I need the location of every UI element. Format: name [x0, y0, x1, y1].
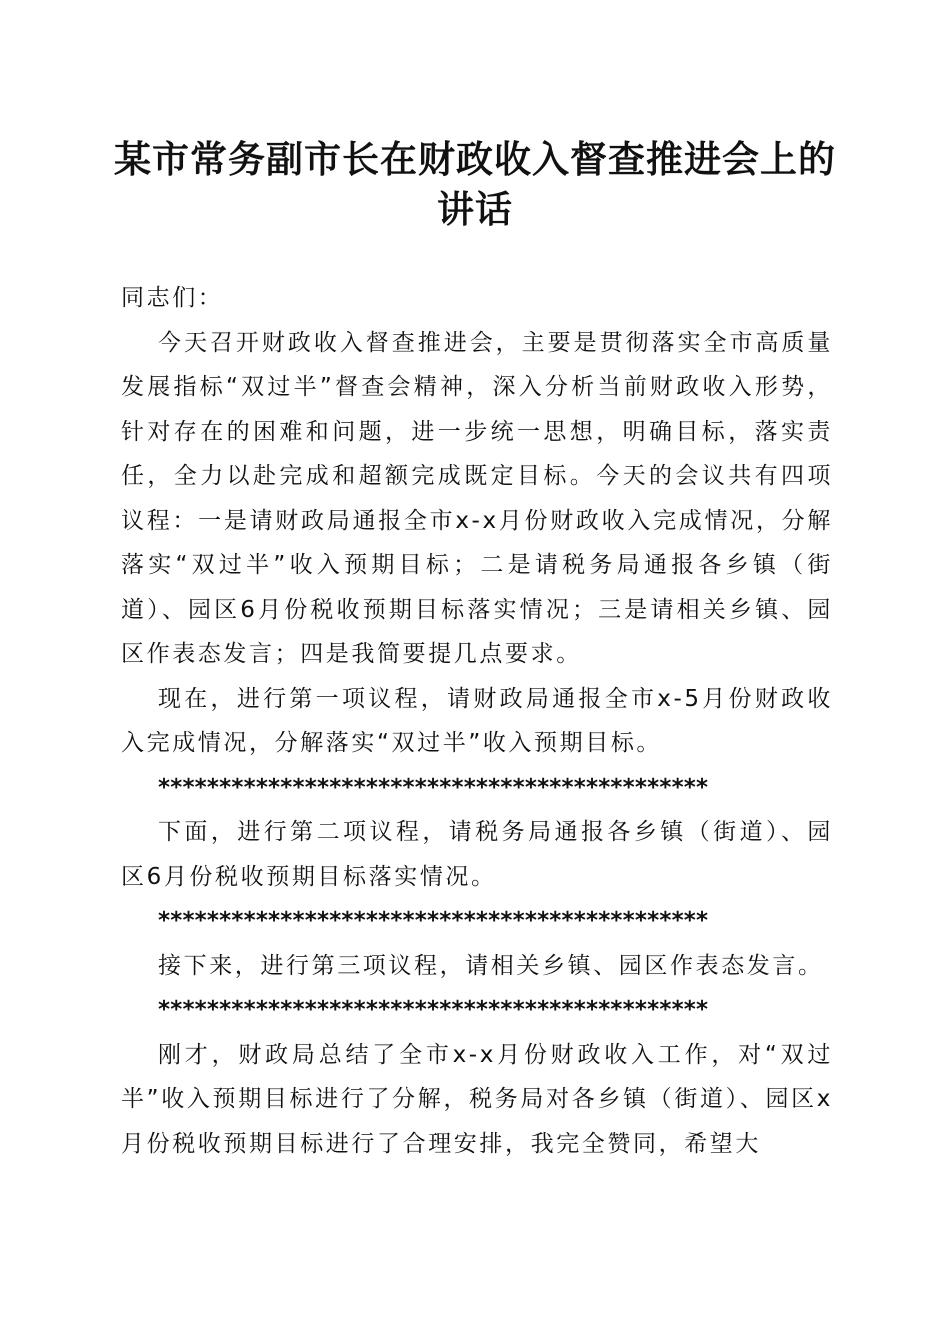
paragraph-agenda-3: 接下来，进行第三项议程，请相关乡镇、园区作表态发言。 — [158, 952, 824, 979]
document-title: 某市常务副市长在财政收入督查推进会上的讲话 — [114, 137, 836, 231]
salutation: 同志们： — [121, 285, 224, 311]
paragraph-agenda-1: 现在，进行第一项议程，请财政局通报全市x-5月份财政收入完成情况，分解落实“双过半”收入预期目标。 — [121, 685, 833, 756]
paragraph-opening: 今天召开财政收入督查推进会，主要是贯彻落实全市高质量发展指标“双过半”督查会精神，深入分析当前财政收入形势，针对存在的困难和问题，进一步统一思想，明确目标，落实责任，全力以赴完成和超额完成既定目标。今天的会议共有四项议程：一是请财政局通报全市x-x月份财政收入完成情况，分解落实“双过半”收入预期目标；二是请税务局通报各乡镇（街道）、园区6月份税收预期目标落实情况；三是请相关乡镇、园区作表态发言；四是我简要提几点要求。 — [121, 329, 833, 667]
paragraph-summary: 刚才，财政局总结了全市x-x月份财政收入工作，对“双过半”收入预期目标进行了分解，税务局对各乡镇（街道）、园区x月份税收预期目标进行了合理安排，我完全赞同，希望大 — [121, 1041, 833, 1157]
paragraph-agenda-2: 下面，进行第二项议程，请税务局通报各乡镇（街道）、园区6月份税收预期目标落实情况。 — [121, 819, 833, 890]
separator-3: ********************************************* — [158, 997, 709, 1023]
separator-1: ********************************************* — [158, 774, 709, 801]
separator-2: ********************************************* — [158, 908, 709, 934]
document-body — [121, 276, 833, 1166]
